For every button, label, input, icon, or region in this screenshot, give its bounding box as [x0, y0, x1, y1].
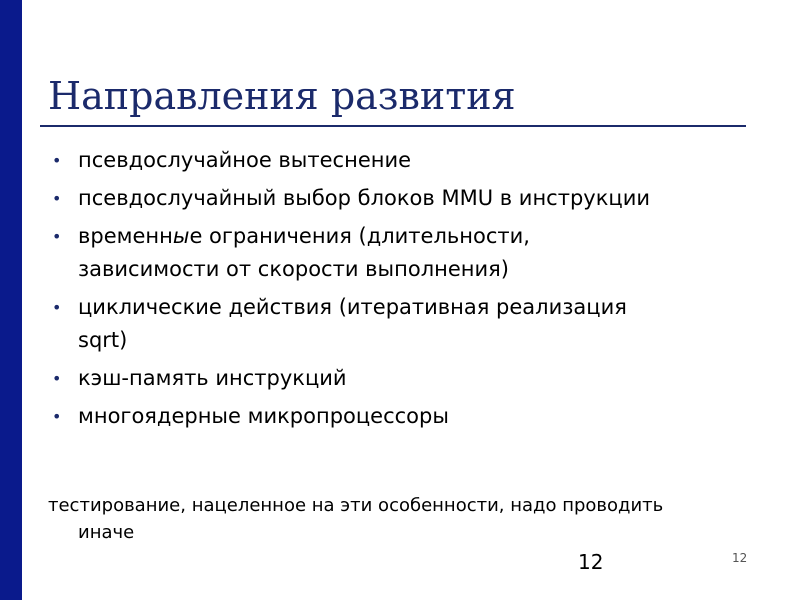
- title-underline: [40, 125, 746, 127]
- bullet-item-timing-constraints: [48, 220, 668, 286]
- bullet-list: [48, 144, 668, 438]
- bullet-text: многоядерные микропроцессоры: [78, 404, 449, 428]
- bullet-text: псевдослучайный выбор блоков MMU в инструкции: [78, 186, 650, 210]
- slide-title: Направления развития: [48, 74, 516, 118]
- bullet-text-end: е ограничения (длительности, зависимости от скорости выполнения): [78, 224, 530, 281]
- bullet-dot-icon: •: [52, 151, 62, 170]
- bullet-dot-icon: •: [52, 407, 62, 426]
- bullet-dot-icon: •: [52, 227, 62, 246]
- page-number-corner: 12: [732, 551, 748, 565]
- bullet-item-pseudorandom-eviction: [48, 144, 668, 177]
- bullet-text-italic: ы: [172, 224, 190, 248]
- bullet-dot-icon: •: [52, 189, 62, 208]
- footer-note: тестирование, нацеленное на эти особенности, надо проводить иначе: [48, 495, 664, 543]
- page-number-center: 12: [578, 550, 604, 574]
- bullet-text-start: временн: [78, 224, 173, 248]
- bullet-text: циклические действия (итеративная реализация sqrt): [78, 295, 627, 352]
- bullet-item-mmu-blocks: [48, 182, 668, 215]
- bullet-item-instruction-cache: [48, 362, 668, 395]
- bullet-item-multicore: [48, 400, 668, 433]
- bullet-item-cyclic-actions: [48, 291, 668, 357]
- bullet-dot-icon: •: [52, 298, 62, 317]
- bullet-dot-icon: •: [52, 369, 62, 388]
- bullet-text: кэш-память инструкций: [78, 366, 347, 390]
- bullet-text: псевдослучайное вытеснение: [78, 148, 412, 172]
- left-accent-bar: [0, 0, 22, 600]
